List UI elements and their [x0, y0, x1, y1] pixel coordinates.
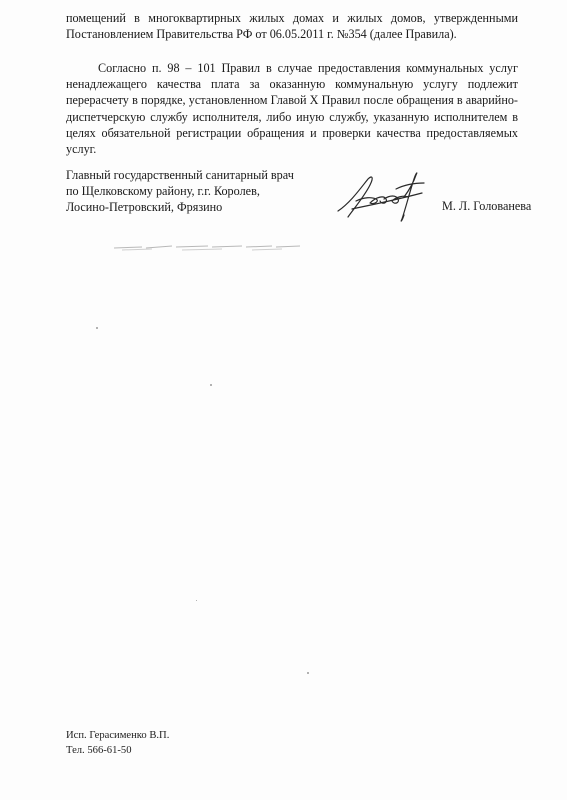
- signatory-title-line-2: по Щелковскому району, г.г. Королев,: [66, 184, 260, 198]
- scan-speck: [210, 384, 212, 386]
- scan-speck: [96, 327, 98, 329]
- signatory-name: М. Л. Голованева: [442, 199, 532, 213]
- signatory-title-line-3: Лосино-Петровский, Фрязино: [66, 200, 223, 214]
- scan-artifact: [112, 240, 302, 254]
- scan-speck: [196, 600, 197, 601]
- signatory-title-line-1: Главный государственный санитарный врач: [66, 168, 294, 182]
- paragraph-2: Согласно п. 98 – 101 Правил в случае предоставления коммунальных услуг ненадлежащего качества плата за оказанную коммунальную услугу подлежит перерасчету в порядке, установленном Главой X Правил после обращения в аварийно-диспетчерскую службу исполнителя, либо иную службу, указанную исполнителем в целях обязательной регистрации обращения и проверки качества предоставляемых услуг.: [66, 61, 518, 157]
- phone-line: Тел. 566-61-50: [66, 745, 132, 756]
- document-footer: [66, 728, 169, 758]
- scan-speck: [307, 672, 309, 674]
- handwritten-signature-icon: [330, 167, 430, 227]
- executor-line: Исп. Герасименко В.П.: [66, 730, 170, 741]
- paragraph-1: помещений в многоквартирных жилых домах и жилых домов, утвержденными Постановлением Правительства РФ от 06.05.2011 г. №354 (далее Правила).: [66, 11, 518, 42]
- signatory-title: [66, 167, 294, 215]
